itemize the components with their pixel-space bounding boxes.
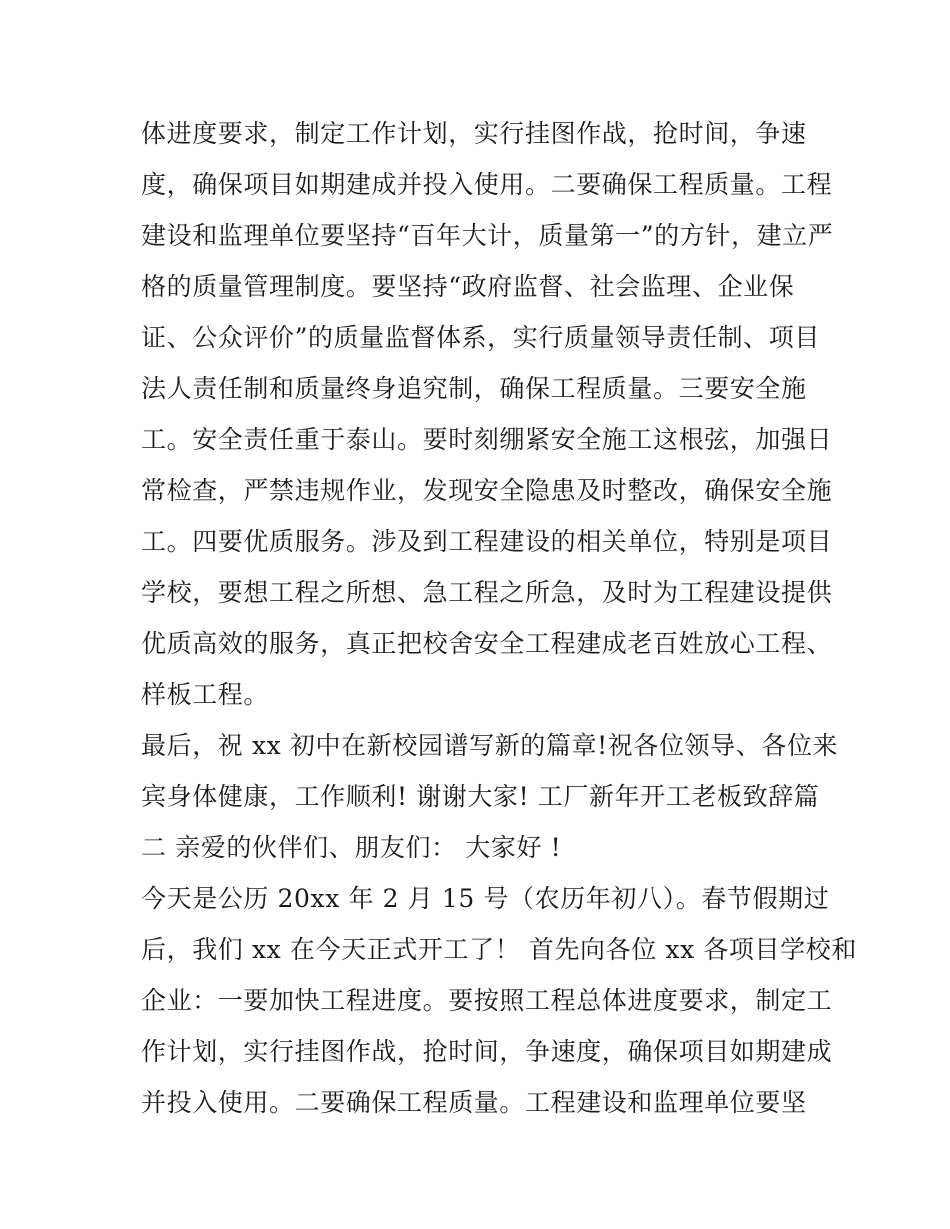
text-line: 工。安全责任重于泰山。要时刻绷紧安全施工这根弦，加强日	[141, 425, 833, 454]
body-text	[141, 108, 857, 1128]
text-line: 工。四要优质服务。涉及到工程建设的相关单位，特别是项目	[141, 527, 833, 556]
text-line: 学校，要想工程之所想、急工程之所急，及时为工程建设提供	[141, 578, 833, 607]
text-line: 今天是公历 20xx 年 2 月 15 号（农历年初八）。春节假期过	[141, 884, 830, 913]
text-line: 法人责任制和质量终身追究制，确保工程质量。三要安全施	[141, 374, 807, 403]
text-line: 样板工程。	[141, 680, 270, 709]
text-line: 并投入使用。二要确保工程质量。工程建设和监理单位要坚	[141, 1088, 807, 1117]
text-line: 度，确保项目如期建成并投入使用。二要确保工程质量。工程	[141, 170, 833, 199]
text-line: 体进度要求，制定工作计划，实行挂图作战，抢时间，争速	[141, 119, 807, 148]
text-line: 最后，祝 xx 初中在新校园谱写新的篇章!祝各位领导、各位来	[141, 731, 839, 760]
text-line: 后，我们 xx 在今天正式开工了！ 首先向各位 xx 各项目学校和	[141, 935, 857, 964]
text-line: 证、公众评价”的质量监督体系，实行质量领导责任制、项目	[141, 323, 820, 352]
text-line: 宾身体健康，工作顺利! 谢谢大家! 工厂新年开工老板致辞篇	[141, 782, 820, 811]
text-line: 二 亲爱的伙伴们、朋友们： 大家好 !	[141, 833, 562, 862]
text-line: 建设和监理单位要坚持“百年大计，质量第一”的方针，建立严	[141, 221, 834, 250]
text-line: 常检查，严禁违规作业，发现安全隐患及时整改，确保安全施	[141, 476, 833, 505]
text-line: 企业：一要加快工程进度。要按照工程总体进度要求，制定工	[141, 986, 833, 1015]
text-line: 作计划，实行挂图作战，抢时间，争速度，确保项目如期建成	[141, 1037, 833, 1066]
text-line: 格的质量管理制度。要坚持“政府监督、社会监理、企业保	[141, 272, 795, 301]
text-line: 优质高效的服务，真正把校舍安全工程建成老百姓放心工程、	[141, 629, 833, 658]
